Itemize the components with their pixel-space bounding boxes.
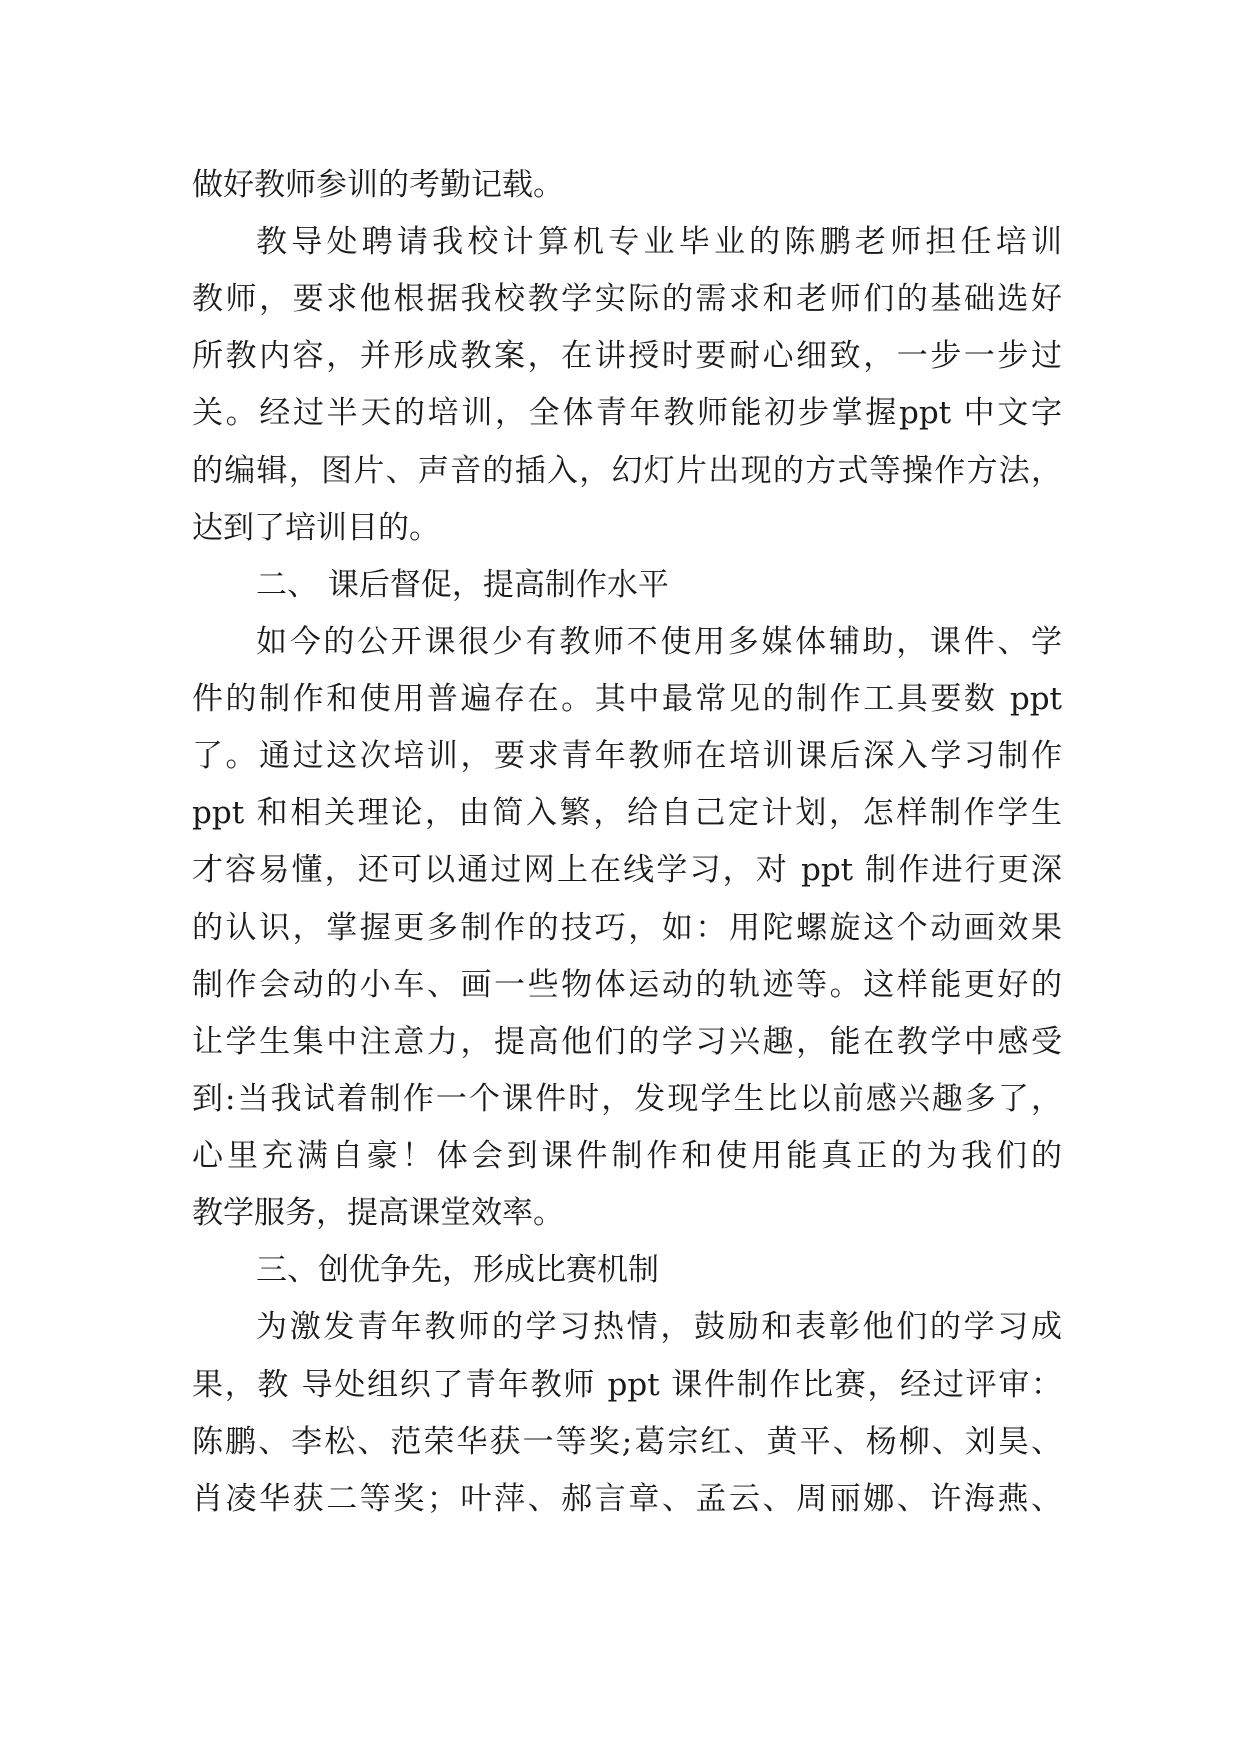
text-line: 为激发青年教师的学习热情，鼓励和表彰他们的学习成 [256, 1309, 1062, 1345]
text-line: ppt 和相关理论，由简入繁，给自己定计划，怎样制作学生 [192, 795, 1062, 831]
text-line: 陈鹏、李松、范荣华获一等奖;葛宗红、黄平、杨柳、刘昊、 [192, 1424, 1062, 1460]
text-line: 肖凌华获二等奖；叶萍、郝言章、孟云、周丽娜、许海燕、 [192, 1481, 1062, 1517]
text-line: 件的制作和使用普遍存在。其中最常见的制作工具要数 ppt [192, 681, 1062, 717]
text-line: 的认识，掌握更多制作的技巧，如：用陀螺旋这个动画效果 [192, 910, 1062, 946]
text-line: 所教内容，并形成教案，在讲授时要耐心细致，一步一步过 [192, 338, 1062, 374]
text-line: 做好教师参训的考勤记载。 [192, 167, 564, 203]
text-line: 教师，要求他根据我校教学实际的需求和老师们的基础选好 [192, 281, 1062, 317]
section-heading: 三、创优争先，形成比赛机制 [256, 1252, 659, 1288]
text-line: 制作会动的小车、画一些物体运动的轨迹等。这样能更好的 [192, 967, 1062, 1003]
text-line: 心里充满自豪！体会到课件制作和使用能真正的为我们的 [192, 1138, 1062, 1174]
text-line: 了。通过这次培训，要求青年教师在培训课后深入学习制作 [192, 738, 1062, 774]
text-line: 果，教 导处组织了青年教师 ppt 课件制作比赛，经过评审： [192, 1367, 1062, 1403]
text-line: 如今的公开课很少有教师不使用多媒体辅助，课件、学 [256, 624, 1062, 660]
text-line: 到:当我试着制作一个课件时，发现学生比以前感兴趣多了， [192, 1081, 1062, 1117]
section-heading: 二、 课后督促，提高制作水平 [256, 567, 669, 603]
text-line: 教学服务，提高课堂效率。 [192, 1195, 564, 1231]
text-line: 关。经过半天的培训，全体青年教师能初步掌握ppt 中文字 [192, 395, 1062, 431]
text-line: 才容易懂，还可以通过网上在线学习，对 ppt 制作进行更深 [192, 852, 1062, 888]
text-line: 的编辑，图片、声音的插入，幻灯片出现的方式等操作方法， [192, 453, 1062, 489]
text-line: 达到了培训目的。 [192, 510, 440, 546]
text-line: 让学生集中注意力，提高他们的学习兴趣，能在教学中感受 [192, 1024, 1062, 1060]
text-line: 教导处聘请我校计算机专业毕业的陈鹏老师担任培训 [256, 224, 1062, 260]
